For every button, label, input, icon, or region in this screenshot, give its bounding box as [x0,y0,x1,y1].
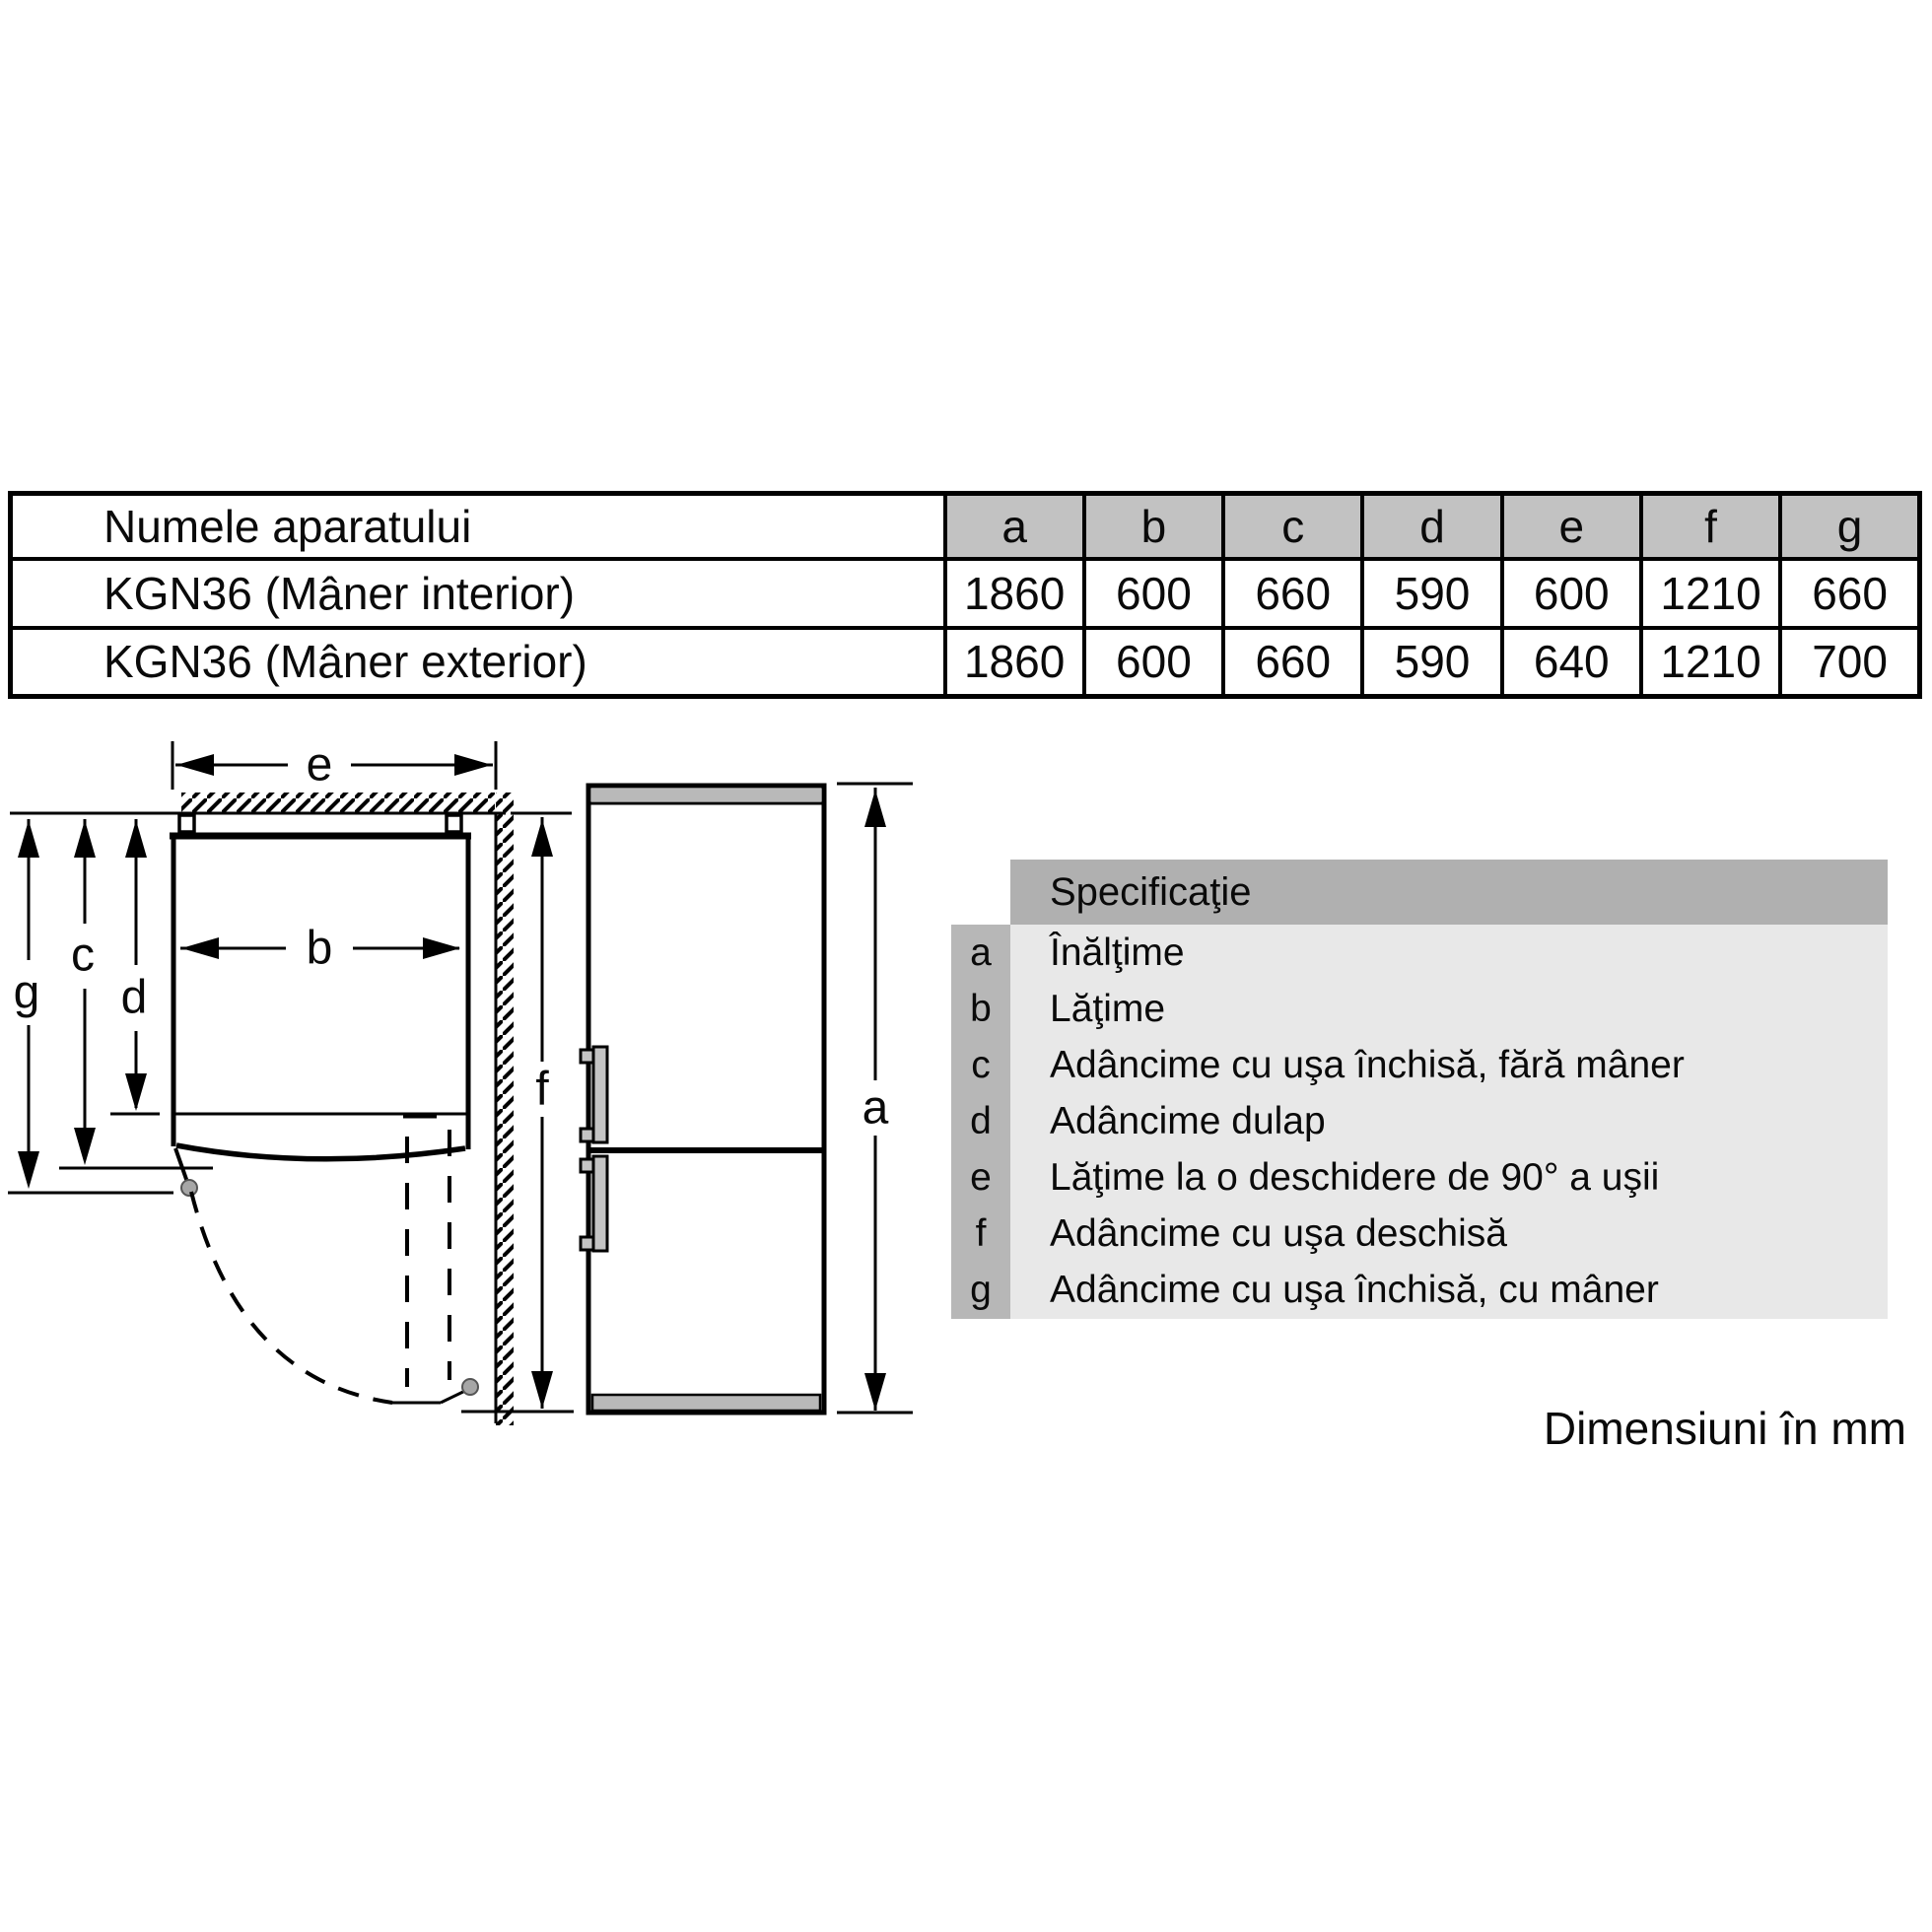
cabinet-top-view [170,834,471,1115]
dimension-e [172,739,496,792]
column-header-b: b [1084,494,1223,559]
column-header-f: f [1641,494,1780,559]
technical-drawing [0,720,946,1488]
dim-label-d: d [120,971,148,1024]
top-cap [591,789,821,801]
legend-key: g [970,1269,992,1312]
value-cell: 640 [1502,628,1641,697]
dimensions-table [8,491,1922,699]
dim-label-e: e [306,738,333,792]
model-label: KGN36 (Mâner interior) [11,559,945,628]
value-cell: 660 [1780,559,1919,628]
legend-descriptions [1010,925,1888,1319]
rear-spacer-left [179,815,194,832]
fridge-door-handle [581,1047,607,1142]
table-row [11,628,1920,697]
dimension-f [461,813,574,1412]
value-cell: 660 [1223,559,1362,628]
units-note: Dimensiuni în mm [1543,1403,1906,1454]
dim-label-c: c [71,929,95,982]
column-header-a: a [945,494,1084,559]
value-cell: 1860 [945,628,1084,697]
value-cell: 700 [1780,628,1919,697]
wall-right-hatch [496,793,514,1425]
value-cell: 1860 [945,559,1084,628]
legend-key: d [970,1099,992,1142]
legend-item: Lăţime [1050,987,1166,1030]
legend-key: e [970,1156,992,1200]
legend-item: Înălţime [1050,931,1185,974]
legend-item: Adâncime cu uşa închisă, cu mâner [1050,1269,1659,1312]
column-header-g: g [1780,494,1919,559]
legend-key: c [971,1043,991,1086]
dimension-a [837,784,913,1413]
value-cell: 660 [1223,628,1362,697]
hinge-dot-closed [181,1180,197,1196]
legend-key-column [951,925,1010,1319]
freezer-door-handle [581,1156,607,1251]
wall-top-hatch [181,793,495,813]
legend-title: Specificaţie [1010,860,1888,925]
legend-key: a [970,931,992,974]
dim-label-b: b [306,922,333,975]
model-label: KGN36 (Mâner exterior) [11,628,945,697]
value-cell: 600 [1084,559,1223,628]
column-header-e: e [1502,494,1641,559]
legend-item: Adâncime cu uşa închisă, fără mâner [1050,1043,1685,1086]
legend-key: b [970,987,992,1030]
fridge-body [588,786,824,1413]
dim-label-f: f [535,1063,549,1116]
table-header-row [11,494,1920,559]
table-row [11,559,1920,628]
dimension-d [110,819,160,1114]
hinge-dot-open [462,1379,478,1395]
column-header-c: c [1223,494,1362,559]
legend-item: Adâncime cu uşa deschisă [1050,1212,1507,1256]
value-cell: 590 [1362,559,1501,628]
legend-item: Adâncime dulap [1050,1099,1326,1142]
value-cell: 1210 [1641,628,1780,697]
column-header-d: d [1362,494,1501,559]
dim-label-g: g [13,966,40,1019]
door-closed-top-view [173,1114,468,1159]
value-cell: 1210 [1641,559,1780,628]
table-name-header: Numele aparatului [11,494,945,559]
top-view-drawing [8,739,574,1426]
legend-item: Lăţime la o deschidere de 90° a uşii [1050,1156,1660,1200]
dimension-b [180,923,460,975]
base-plinth [592,1395,820,1411]
legend-key: f [975,1212,987,1256]
dim-label-a: a [862,1081,889,1135]
value-cell: 600 [1084,628,1223,697]
side-view-drawing [581,784,913,1413]
value-cell: 600 [1502,559,1641,628]
value-cell: 590 [1362,628,1501,697]
rear-spacer-right [447,815,461,832]
